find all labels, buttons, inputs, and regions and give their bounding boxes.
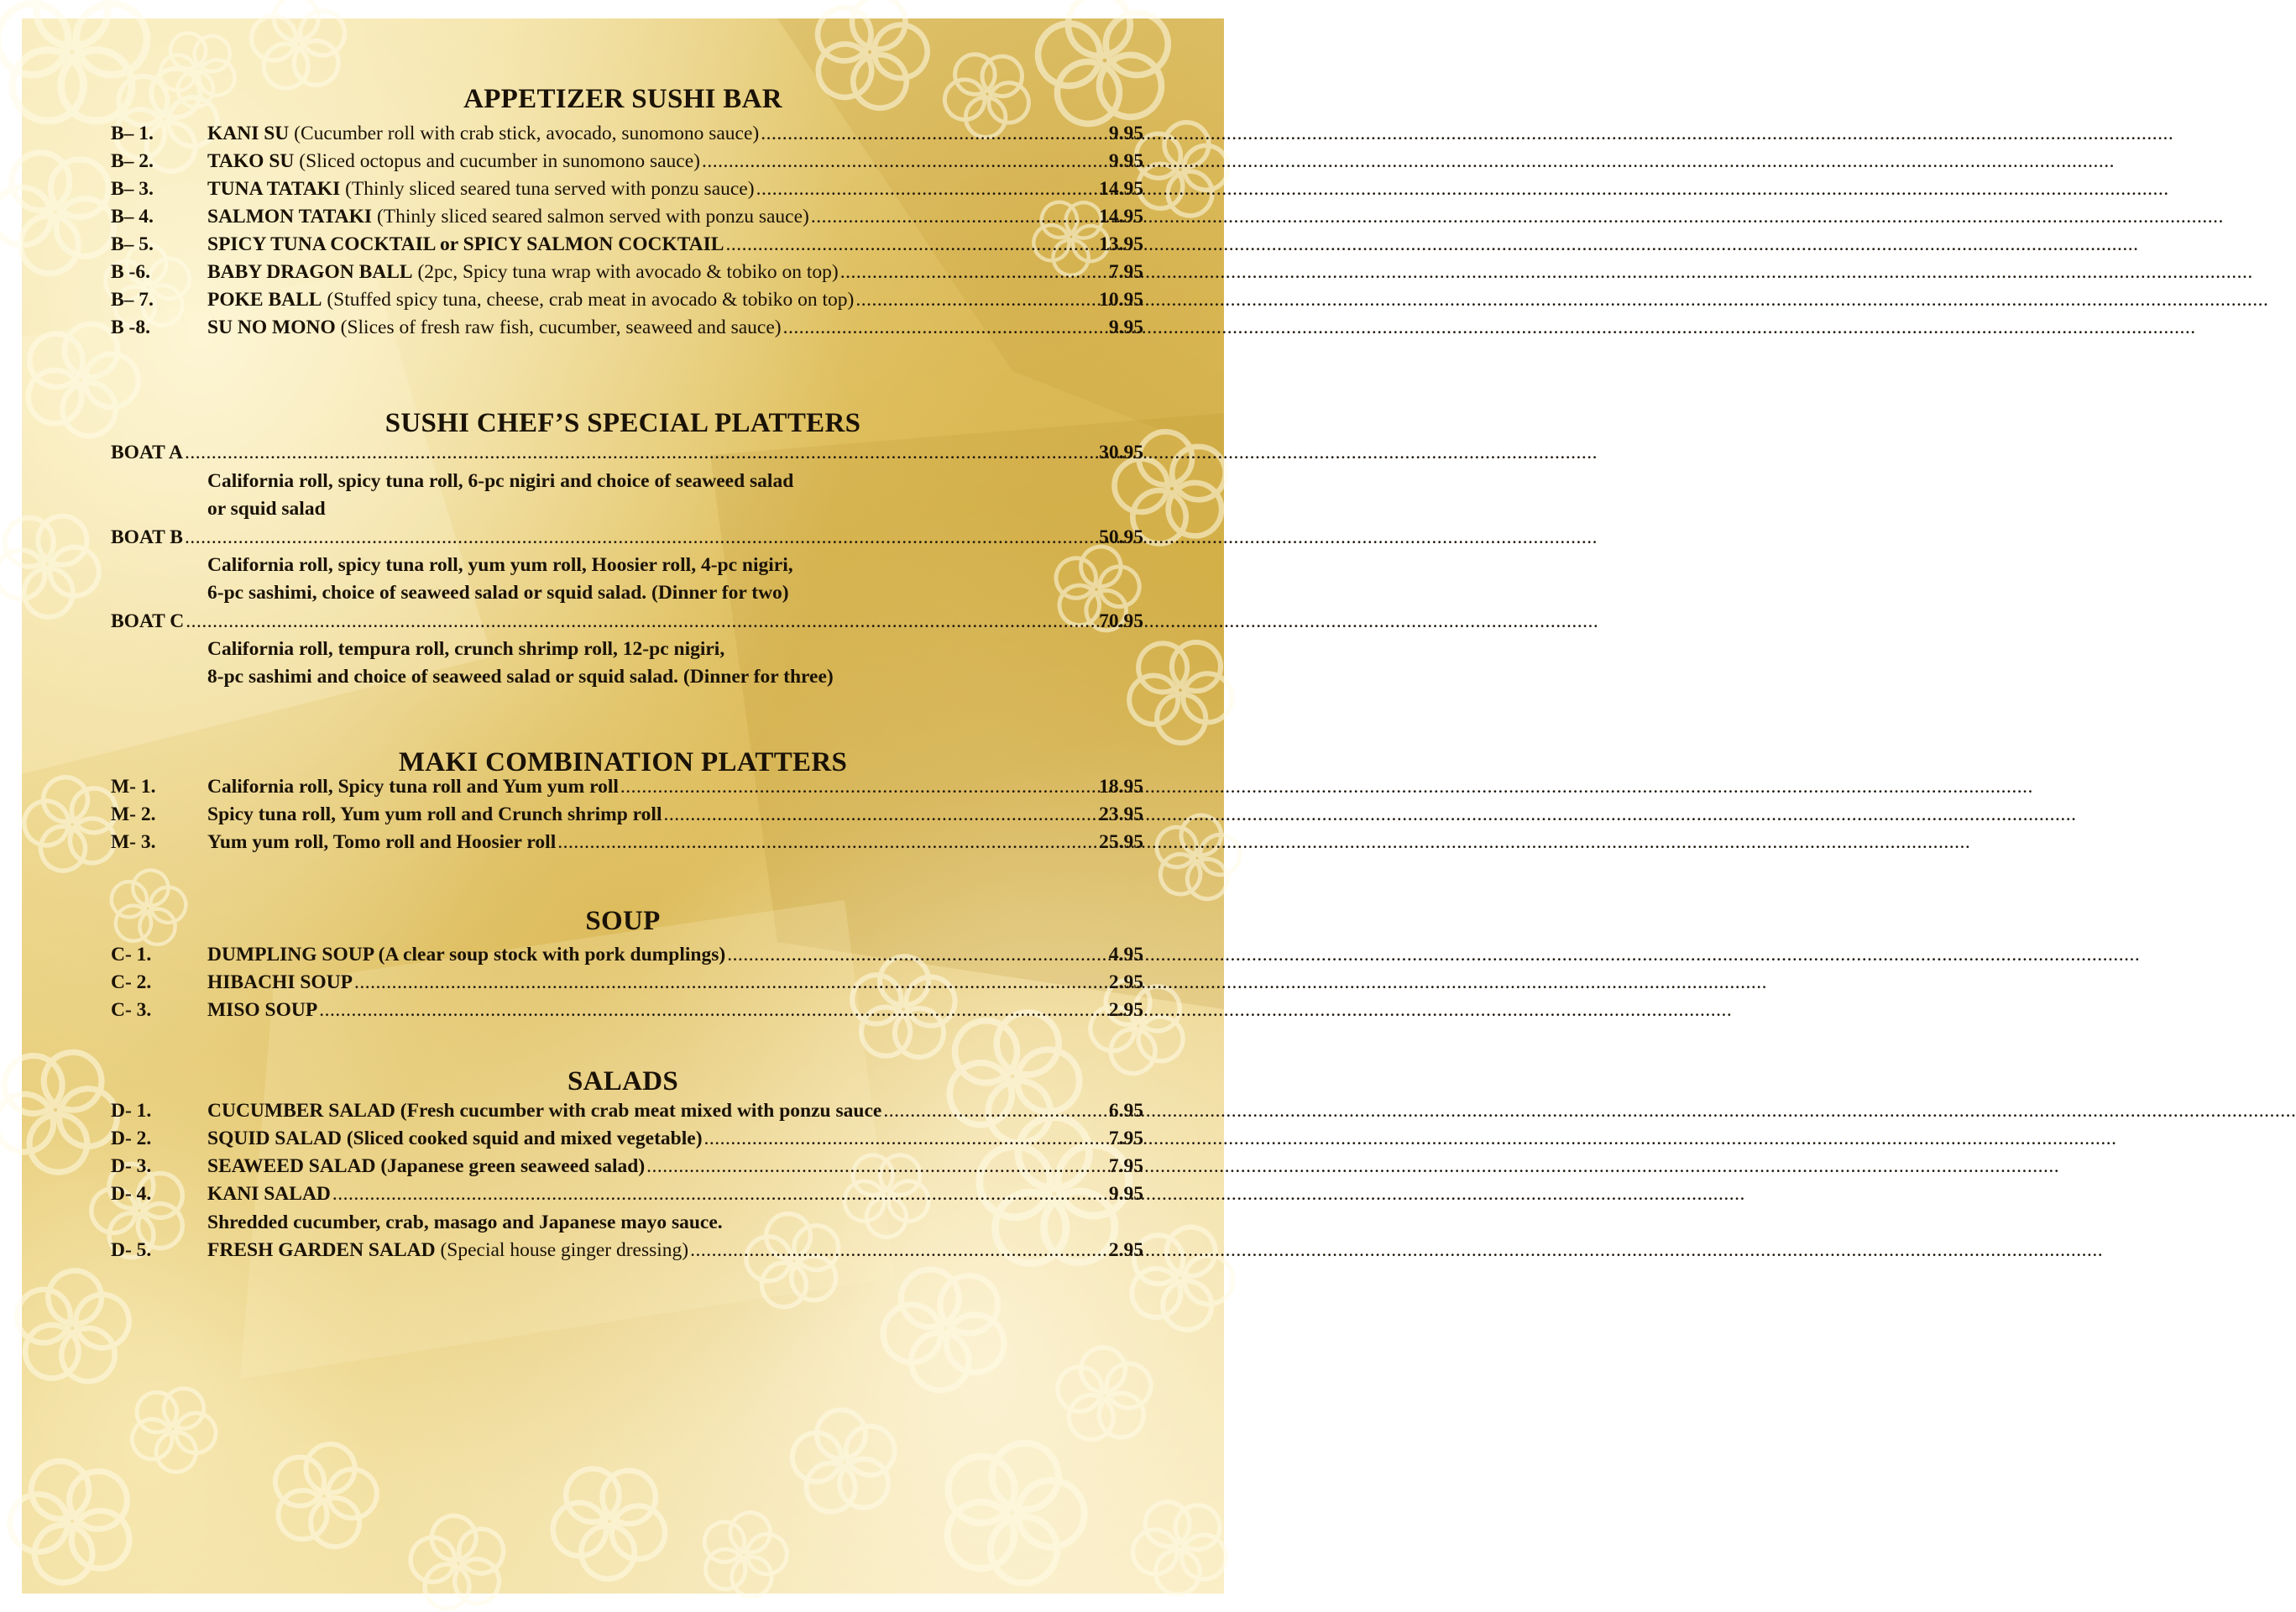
menu-item-row: [111, 1100, 1143, 1130]
item-price: 7.95: [1108, 1128, 1143, 1149]
item-price: 13.95: [1099, 233, 1143, 255]
item-note: Shredded cucumber, crab, masago and Japanese mayo sauce.: [207, 1212, 723, 1233]
item-price: 4.95: [1108, 944, 1143, 966]
item-price: 14.95: [1099, 206, 1143, 228]
item-code: BOAT A: [111, 442, 183, 463]
item-name: SALMON TATAKI: [207, 206, 373, 228]
item-code: B– 5.: [111, 233, 154, 255]
item-name: TAKO SU: [207, 150, 295, 172]
menu-item-row: [111, 317, 1143, 347]
menu-item-row: [111, 206, 1143, 236]
menu-item-row: [111, 776, 1143, 806]
item-price: 9.95: [1108, 1183, 1143, 1205]
dot-leader: [185, 526, 1097, 549]
section-heading: SALADS: [567, 1066, 678, 1096]
item-price: 25.95: [1099, 831, 1143, 853]
item-detail: (Stuffed spicy tuna, cheese, crab meat in avocado & tobiko on top): [322, 289, 855, 311]
item-name: KANI SALAD: [207, 1183, 331, 1205]
dot-leader: [727, 944, 1107, 966]
menu-item-row: [111, 1128, 1143, 1158]
item-name: CUCUMBER SALAD (Fresh cucumber with crab meat mixed with ponzu sauce: [207, 1100, 882, 1122]
item-code: D- 5.: [111, 1239, 152, 1261]
item-name: SPICY TUNA COCKTAIL or SPICY SALMON COCKTAIL: [207, 233, 724, 255]
item-detail: (Sliced octopus and cucumber in sunomono sauce): [294, 150, 700, 172]
dot-leader: [761, 123, 1107, 145]
menu-item-row: [111, 289, 1143, 319]
menu-item-row: [111, 442, 1143, 472]
item-name: Yum yum roll, Tomo roll and Hoosier roll: [207, 831, 557, 853]
item-price: 9.95: [1108, 150, 1143, 172]
item-code: B– 7.: [111, 289, 154, 311]
item-detail: (Cucumber roll with crab stick, avocado, sunomono sauce): [289, 123, 760, 144]
item-note: California roll, tempura roll, crunch shrimp roll, 12-pc nigiri,: [207, 638, 725, 660]
item-price: 30.95: [1099, 442, 1143, 463]
dot-leader: [811, 206, 1097, 228]
item-name: SQUID SALAD (Sliced cooked squid and mixed vegetable): [207, 1128, 703, 1149]
item-name: MISO SOUP: [207, 999, 318, 1021]
item-detail: (Thinly sliced seared tuna served with ponzu sauce): [340, 178, 755, 200]
dot-leader: [620, 776, 1097, 798]
item-note: 8-pc sashimi and choice of seaweed salad or squid salad. (Dinner for three): [207, 666, 834, 688]
item-detail: (Slices of fresh raw fish, cucumber, seaweed and sauce): [335, 317, 782, 338]
item-code: B– 1.: [111, 123, 154, 144]
item-price: 70.95: [1099, 610, 1143, 632]
item-code: B– 4.: [111, 206, 154, 228]
menu-item-row: [111, 971, 1143, 1002]
item-name: BABY DRAGON BALL: [207, 261, 413, 283]
item-code: D- 4.: [111, 1183, 152, 1205]
dot-leader: [557, 831, 1097, 854]
dot-leader: [883, 1100, 1107, 1123]
dot-leader: [855, 289, 1097, 311]
item-code: BOAT B: [111, 526, 183, 548]
item-price: 10.95: [1099, 289, 1143, 311]
menu-content: [22, 18, 1224, 1594]
item-name: TUNA TATAKI: [207, 178, 341, 200]
item-code: C- 2.: [111, 971, 152, 993]
item-code: D- 2.: [111, 1128, 152, 1149]
item-price: 7.95: [1108, 261, 1143, 283]
dot-leader: [664, 803, 1098, 826]
item-detail: (Special house ginger dressing): [435, 1239, 689, 1261]
dot-leader: [186, 610, 1097, 633]
item-code: B -6.: [111, 261, 150, 283]
menu-item-row: [111, 1183, 1143, 1213]
menu-item-row: [111, 1239, 1143, 1269]
item-code: M- 2.: [111, 803, 156, 825]
menu-item-row: [111, 233, 1143, 264]
menu-item-row: [111, 999, 1143, 1029]
item-name: POKE BALL: [207, 289, 322, 311]
item-name: California roll, Spicy tuna roll and Yum yum roll: [207, 776, 619, 798]
item-note: 6-pc sashimi, choice of seaweed salad or squid salad. (Dinner for two): [207, 582, 789, 604]
item-note: California roll, spicy tuna roll, 6-pc nigiri and choice of seaweed salad: [207, 470, 794, 492]
menu-item-row: [111, 261, 1143, 291]
dot-leader: [354, 971, 1107, 994]
dot-leader: [702, 150, 1107, 173]
item-price: 2.95: [1108, 1239, 1143, 1261]
menu-item-row: [111, 803, 1143, 834]
dot-leader: [704, 1128, 1107, 1150]
dot-leader: [319, 999, 1107, 1022]
item-note: or squid salad: [207, 498, 326, 520]
dot-leader: [725, 233, 1097, 256]
item-code: B– 3.: [111, 178, 154, 200]
item-code: D- 1.: [111, 1100, 152, 1122]
item-price: 6.95: [1108, 1100, 1143, 1122]
item-code: M- 3.: [111, 831, 156, 853]
item-detail: (2pc, Spicy tuna wrap with avocado & tobiko on top): [412, 261, 839, 283]
item-name: FRESH GARDEN SALAD: [207, 1239, 436, 1261]
item-code: C- 1.: [111, 944, 152, 966]
menu-item-row: [111, 610, 1143, 641]
item-price: 14.95: [1099, 178, 1143, 200]
item-price: 2.95: [1108, 999, 1143, 1021]
dot-leader: [646, 1155, 1107, 1178]
dot-leader: [756, 178, 1098, 201]
item-name: KANI SU: [207, 123, 290, 144]
item-code: C- 3.: [111, 999, 152, 1021]
item-code: M- 1.: [111, 776, 156, 798]
menu-item-row: [111, 123, 1143, 153]
item-name: Spicy tuna roll, Yum yum roll and Crunch shrimp roll: [207, 803, 662, 825]
item-name: SU NO MONO: [207, 317, 336, 338]
item-name: DUMPLING SOUP (A clear soup stock with pork dumplings): [207, 944, 726, 966]
menu-item-row: [111, 831, 1143, 861]
section-heading: APPETIZER SUSHI BAR: [463, 84, 782, 114]
section-heading: SUSHI CHEF’S SPECIAL PLATTERS: [384, 408, 861, 438]
item-code: B– 2.: [111, 150, 154, 172]
item-note: California roll, spicy tuna roll, yum yum roll, Hoosier roll, 4-pc nigiri,: [207, 554, 793, 576]
dot-leader: [840, 261, 1107, 284]
menu-item-row: [111, 150, 1143, 181]
item-price: 9.95: [1108, 123, 1143, 144]
item-price: 23.95: [1099, 803, 1143, 825]
item-price: 50.95: [1099, 526, 1143, 548]
dot-leader: [690, 1239, 1107, 1262]
item-name: HIBACHI SOUP: [207, 971, 353, 993]
menu-item-row: [111, 944, 1143, 974]
menu-page: [22, 18, 1224, 1594]
item-name: SEAWEED SALAD (Japanese green seaweed salad): [207, 1155, 646, 1177]
section-heading: SOUP: [585, 906, 661, 936]
item-code: BOAT C: [111, 610, 185, 632]
menu-item-row: [111, 1155, 1143, 1185]
dot-leader: [332, 1183, 1107, 1206]
section-heading: MAKI COMBINATION PLATTERS: [398, 747, 848, 777]
item-code: D- 3.: [111, 1155, 152, 1177]
menu-item-row: [111, 178, 1143, 208]
menu-item-row: [111, 526, 1143, 557]
item-detail: (Thinly sliced seared salmon served with ponzu sauce): [372, 206, 809, 228]
item-price: 2.95: [1108, 971, 1143, 993]
dot-leader: [185, 442, 1097, 464]
item-price: 9.95: [1108, 317, 1143, 338]
item-price: 18.95: [1099, 776, 1143, 798]
dot-leader: [783, 317, 1107, 339]
item-price: 7.95: [1108, 1155, 1143, 1177]
item-code: B -8.: [111, 317, 150, 338]
